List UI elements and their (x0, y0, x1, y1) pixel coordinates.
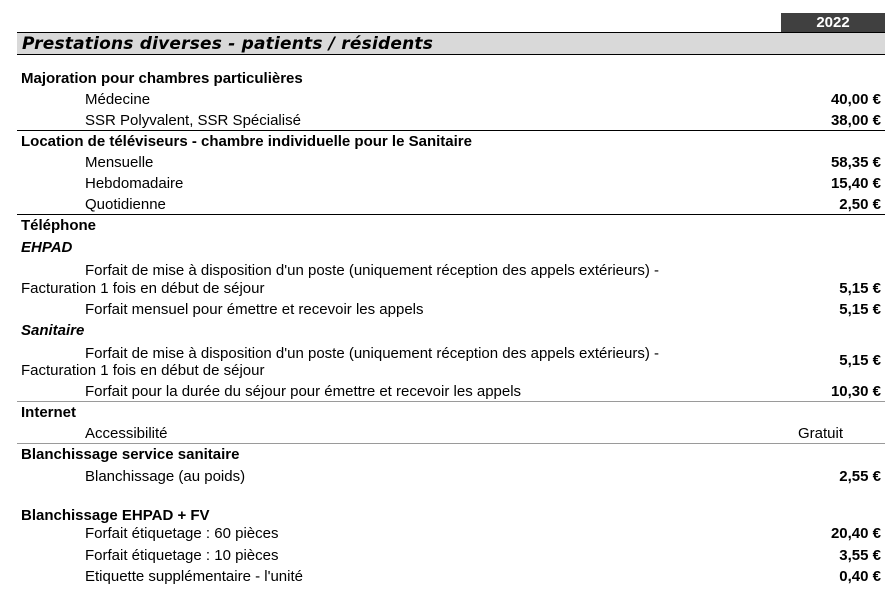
blanchissage-ehpad-title: Blanchissage EHPAD + FV (21, 507, 210, 524)
majoration-item-label: Médecine (85, 91, 151, 108)
blanchissage-item-label: Blanchissage (au poids) (85, 468, 246, 485)
telephone-item-label: Forfait pour la durée du séjour pour émettre et recevoir les appels (85, 383, 522, 400)
internet-title: Internet (21, 404, 77, 421)
telephone-ehpad-title: EHPAD (21, 239, 73, 256)
tv-item-price: 58,35 € (830, 154, 881, 171)
divider (17, 214, 885, 215)
divider (17, 443, 885, 444)
telephone-item-price: 5,15 € (839, 301, 881, 318)
internet-item-price: Gratuit (797, 425, 843, 442)
telephone-item-price: 5,15 € (839, 280, 881, 297)
majoration-item-price: 38,00 € (830, 112, 881, 129)
telephone-item-line1: Forfait de mise à disposition d'un poste (uniquement réception des appels extérieurs) - (85, 262, 660, 279)
majoration-item-price: 40,00 € (830, 91, 881, 108)
section-title-band (17, 32, 885, 55)
tv-title: Location de téléviseurs - chambre individuelle pour le Sanitaire (21, 133, 472, 150)
blanchissage-ehpad-item-price: 3,55 € (839, 547, 881, 564)
majoration-title: Majoration pour chambres particulières (21, 70, 303, 87)
blanchissage-ehpad-item-label: Forfait étiquetage : 10 pièces (85, 547, 279, 564)
telephone-title: Téléphone (21, 217, 97, 234)
blanchissage-ehpad-item-price: 0,40 € (839, 568, 881, 585)
tv-item-label: Mensuelle (85, 154, 154, 171)
tv-item-price: 2,50 € (839, 196, 881, 213)
divider (17, 401, 885, 402)
telephone-item-line1: Forfait de mise à disposition d'un poste (uniquement réception des appels extérieurs) - (85, 345, 660, 362)
telephone-item-line2: Facturation 1 fois en début de séjour (21, 280, 265, 297)
year-header: 2022 (781, 13, 885, 32)
blanchissage-ehpad-item-label: Forfait étiquetage : 60 pièces (85, 525, 279, 542)
tv-item-price: 15,40 € (830, 175, 881, 192)
telephone-item-price: 5,15 € (839, 352, 881, 369)
telephone-item-label: Forfait mensuel pour émettre et recevoir les appels (85, 301, 424, 318)
blanchissage-item-price: 2,55 € (839, 468, 881, 485)
blanchissage-sanitaire-title: Blanchissage service sanitaire (21, 446, 240, 463)
tv-item-label: Hebdomadaire (85, 175, 184, 192)
tv-item-label: Quotidienne (85, 196, 166, 213)
telephone-item-line2: Facturation 1 fois en début de séjour (21, 362, 265, 379)
majoration-item-label: SSR Polyvalent, SSR Spécialisé (85, 112, 301, 129)
telephone-item-price: 10,30 € (830, 383, 881, 400)
blanchissage-ehpad-item-label: Etiquette supplémentaire - l'unité (85, 568, 303, 585)
internet-item-label: Accessibilité (85, 425, 168, 442)
section-title: Prestations diverses - patients / résidents (22, 34, 434, 54)
blanchissage-ehpad-item-price: 20,40 € (830, 525, 881, 542)
telephone-sanitaire-title: Sanitaire (21, 322, 85, 339)
divider (17, 130, 885, 131)
